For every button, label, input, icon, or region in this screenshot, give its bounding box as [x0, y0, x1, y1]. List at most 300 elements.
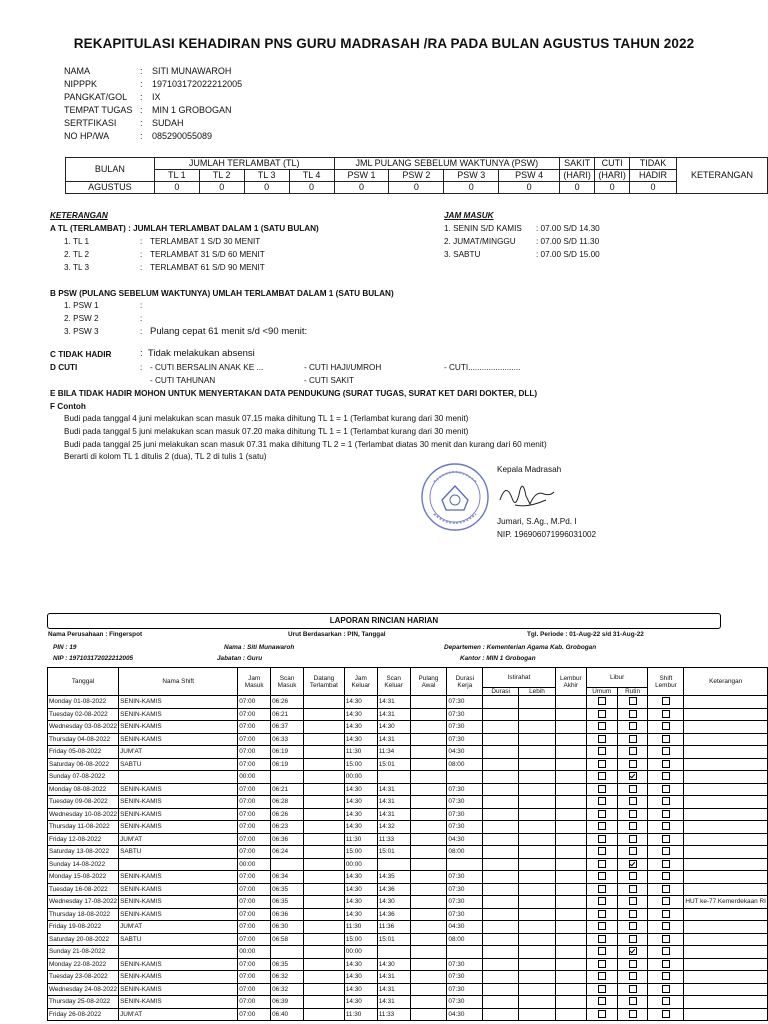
checkbox-shift-lembur[interactable]	[662, 960, 670, 968]
checkbox-shift-lembur[interactable]	[662, 935, 670, 943]
checkbox-shift-lembur[interactable]	[662, 872, 670, 880]
checkbox-shift-lembur[interactable]	[662, 972, 670, 980]
cell-ist-durasi	[483, 808, 519, 821]
cell-jam-masuk: 07:00	[238, 746, 271, 759]
cell-keterangan	[684, 846, 768, 859]
cell-libur-umum	[586, 996, 617, 1009]
table-row	[48, 783, 768, 796]
checkbox-rutin[interactable]	[629, 997, 637, 1005]
checkbox-shift-lembur[interactable]	[662, 1010, 670, 1018]
cell-durasi-kerja: 07:30	[447, 783, 483, 796]
cell-scan-keluar: 11:33	[377, 1008, 410, 1021]
cell-lembur-akhir	[555, 921, 586, 934]
meta-departemen: Departemen : Kementerian Agama Kab. Grobogan	[444, 644, 597, 651]
cell-ist-durasi	[483, 821, 519, 834]
profile-value: 085290055089	[152, 131, 213, 142]
cell-ist-lebih	[519, 971, 556, 984]
cell-jam-masuk: 07:00	[238, 783, 271, 796]
keterangan-heading: KETERANGAN	[50, 211, 108, 220]
cell-keterangan	[684, 721, 768, 734]
table-row	[48, 708, 768, 721]
cell-lembur-akhir	[555, 833, 586, 846]
cell-lembur-akhir	[555, 746, 586, 759]
cell-shift: SENIN-KAMIS	[119, 908, 238, 921]
cell-libur-rutin	[617, 821, 648, 834]
cell-keterangan	[684, 996, 768, 1009]
cell-libur-rutin	[617, 771, 648, 784]
cell-scan-keluar: 14:31	[377, 783, 410, 796]
cell-datang-terlambat	[303, 696, 344, 709]
cell-scan-masuk: 06:24	[271, 846, 304, 859]
jam-key: 1. SENIN S/D KAMIS	[444, 224, 522, 233]
checkbox-shift-lembur[interactable]	[662, 797, 670, 805]
cell-lembur-akhir	[555, 821, 586, 834]
cell-shift	[119, 771, 238, 784]
checkbox-shift-lembur[interactable]	[662, 822, 670, 830]
cell-ist-lebih	[519, 821, 556, 834]
cell-tanggal: Saturday 06-08-2022	[48, 758, 119, 771]
cell-durasi-kerja: 07:30	[447, 983, 483, 996]
cell-scan-masuk: 06:19	[271, 746, 304, 759]
checkbox-umum[interactable]	[598, 997, 606, 1005]
cell-libur-rutin	[617, 933, 648, 946]
cell-datang-terlambat	[303, 908, 344, 921]
cell-ist-lebih	[519, 933, 556, 946]
summary-value: 0	[630, 182, 677, 194]
cell-ist-lebih	[519, 858, 556, 871]
cell-tanggal: Tuesday 09-08-2022	[48, 796, 119, 809]
checkbox-shift-lembur[interactable]	[662, 997, 670, 1005]
cell-scan-masuk: 06:23	[271, 821, 304, 834]
cell-jam-masuk: 00:00	[238, 946, 271, 959]
summary-value: 0	[499, 182, 560, 194]
checkbox-rutin[interactable]	[629, 835, 637, 843]
checkbox-rutin[interactable]	[629, 872, 637, 880]
cell-scan-keluar: 14:31	[377, 796, 410, 809]
summary-value: 0	[244, 182, 289, 194]
cell-ist-durasi	[483, 883, 519, 896]
checkbox-umum[interactable]	[598, 960, 606, 968]
cell-jam-keluar: 00:00	[344, 858, 377, 871]
cell-durasi-kerja	[447, 771, 483, 784]
table-row	[48, 846, 768, 859]
jam-masuk-heading: JAM MASUK	[444, 211, 494, 220]
cell-libur-rutin	[617, 958, 648, 971]
cell-libur-umum	[586, 871, 617, 884]
summary-value: 0	[199, 182, 244, 194]
cell-tanggal: Saturday 20-08-2022	[48, 933, 119, 946]
cell-libur-umum	[586, 983, 617, 996]
cell-scan-keluar: 15:01	[377, 933, 410, 946]
checkbox-rutin[interactable]	[629, 822, 637, 830]
checkbox-shift-lembur[interactable]	[662, 860, 670, 868]
checkbox-umum[interactable]	[598, 697, 606, 705]
cell-shift-lembur	[648, 833, 684, 846]
cell-libur-umum	[586, 783, 617, 796]
profile-colon: :	[140, 92, 143, 103]
checkbox-rutin[interactable]	[629, 797, 637, 805]
checkbox-shift-lembur[interactable]	[662, 760, 670, 768]
signer-nip: NIP. 196906071996031002	[497, 530, 597, 539]
cell-scan-keluar: 14:31	[377, 808, 410, 821]
checkbox-shift-lembur[interactable]	[662, 747, 670, 755]
cell-libur-umum	[586, 771, 617, 784]
cell-jam-masuk: 07:00	[238, 996, 271, 1009]
checkbox-umum[interactable]	[598, 860, 606, 868]
checkbox-rutin[interactable]	[629, 922, 637, 930]
checkbox-umum[interactable]	[598, 872, 606, 880]
checkbox-umum[interactable]	[598, 810, 606, 818]
cell-keterangan	[684, 821, 768, 834]
cell-durasi-kerja: 07:30	[447, 871, 483, 884]
cell-durasi-kerja: 07:30	[447, 733, 483, 746]
profile-colon: :	[140, 79, 143, 90]
checkbox-shift-lembur[interactable]	[662, 835, 670, 843]
checkbox-rutin[interactable]	[629, 897, 637, 905]
checkbox-rutin[interactable]	[629, 972, 637, 980]
cell-durasi-kerja: 07:30	[447, 708, 483, 721]
hdr-tanggal: Tanggal	[48, 668, 119, 696]
cell-datang-terlambat	[303, 821, 344, 834]
cell-ist-lebih	[519, 1008, 556, 1021]
cell-pulang-awal	[410, 733, 447, 746]
table-row	[48, 758, 768, 771]
cell-ist-durasi	[483, 733, 519, 746]
cell-scan-masuk: 06:32	[271, 983, 304, 996]
checkbox-rutin[interactable]	[629, 735, 637, 743]
cell-lembur-akhir	[555, 758, 586, 771]
cell-tanggal: Wednesday 10-08-2022	[48, 808, 119, 821]
col-tidak-hadir: TIDAK	[630, 158, 677, 170]
cell-durasi-kerja: 07:30	[447, 883, 483, 896]
cell-keterangan	[684, 958, 768, 971]
cell-scan-keluar: 14:31	[377, 996, 410, 1009]
cell-jam-masuk: 07:00	[238, 933, 271, 946]
cell-scan-keluar	[377, 771, 410, 784]
checkbox-umum[interactable]	[598, 710, 606, 718]
cell-pulang-awal	[410, 858, 447, 871]
cell-shift-lembur	[648, 883, 684, 896]
cell-scan-masuk: 06:30	[271, 921, 304, 934]
cell-datang-terlambat	[303, 708, 344, 721]
table-row	[48, 883, 768, 896]
document-title: REKAPITULASI KEHADIRAN PNS GURU MADRASAH /RA PADA BULAN AGUSTUS TAHUN 2022	[73, 36, 695, 51]
cell-durasi-kerja: 08:00	[447, 846, 483, 859]
cell-datang-terlambat	[303, 808, 344, 821]
hdr-ist-lebih: Lebih	[519, 688, 556, 696]
cell-jam-masuk: 07:00	[238, 733, 271, 746]
meta-jabatan: Jabatan : Guru	[217, 655, 263, 662]
table-row	[48, 721, 768, 734]
checkbox-umum[interactable]	[598, 735, 606, 743]
cell-libur-umum	[586, 846, 617, 859]
cell-shift: SABTU	[119, 758, 238, 771]
checkbox-rutin[interactable]	[629, 772, 637, 780]
cell-shift: JUM'AT	[119, 746, 238, 759]
cell-scan-masuk: 06:35	[271, 883, 304, 896]
cell-shift-lembur	[648, 1008, 684, 1021]
summary-value: 0	[444, 182, 499, 194]
cell-ist-durasi	[483, 996, 519, 1009]
cuti-lain: - CUTI.......................	[444, 363, 521, 372]
table-row	[48, 733, 768, 746]
cell-jam-masuk: 07:00	[238, 708, 271, 721]
cell-durasi-kerja: 07:30	[447, 958, 483, 971]
cell-ist-lebih	[519, 721, 556, 734]
checkbox-umum[interactable]	[598, 785, 606, 793]
cell-ist-lebih	[519, 746, 556, 759]
cell-tanggal: Friday 05-08-2022	[48, 746, 119, 759]
cell-ist-durasi	[483, 783, 519, 796]
checkbox-rutin[interactable]	[629, 747, 637, 755]
cell-scan-keluar: 14:31	[377, 983, 410, 996]
cell-jam-keluar: 14:30	[344, 808, 377, 821]
checkbox-umum[interactable]	[598, 1010, 606, 1018]
hdr-istirahat: Istirahat	[483, 668, 556, 688]
cell-libur-rutin	[617, 908, 648, 921]
tl-value: TERLAMBAT 1 S/D 30 MENIT	[150, 237, 261, 246]
checkbox-umum[interactable]	[598, 822, 606, 830]
cell-shift: SENIN-KAMIS	[119, 783, 238, 796]
checkbox-umum[interactable]	[598, 760, 606, 768]
cell-libur-umum	[586, 746, 617, 759]
cell-tanggal: Friday 26-08-2022	[48, 1008, 119, 1021]
cell-ist-durasi	[483, 796, 519, 809]
cell-datang-terlambat	[303, 946, 344, 959]
section-c-label: C TIDAK HADIR	[50, 350, 112, 359]
checkbox-shift-lembur[interactable]	[662, 710, 670, 718]
cell-pulang-awal	[410, 696, 447, 709]
cell-datang-terlambat	[303, 958, 344, 971]
checkbox-rutin[interactable]	[629, 910, 637, 918]
cell-tanggal: Wednesday 03-08-2022	[48, 721, 119, 734]
cell-jam-masuk: 07:00	[238, 983, 271, 996]
psw-value: Pulang cepat 61 menit s/d <90 menit:	[150, 325, 308, 337]
cell-shift-lembur	[648, 733, 684, 746]
cell-ist-durasi	[483, 983, 519, 996]
hdr-nama-shift: Nama Shift	[119, 668, 238, 696]
cell-libur-umum	[586, 808, 617, 821]
cell-jam-keluar: 00:00	[344, 946, 377, 959]
cell-scan-keluar: 11:36	[377, 921, 410, 934]
col-bulan: BULAN	[66, 158, 155, 182]
cell-scan-masuk: 06:32	[271, 971, 304, 984]
profile-label: NIPPPK	[64, 79, 98, 90]
cell-scan-keluar: 14:36	[377, 908, 410, 921]
checkbox-umum[interactable]	[598, 897, 606, 905]
psw-item	[64, 326, 307, 339]
cell-keterangan	[684, 746, 768, 759]
checkbox-umum[interactable]	[598, 922, 606, 930]
cell-libur-umum	[586, 758, 617, 771]
cell-keterangan	[684, 796, 768, 809]
checkbox-rutin[interactable]	[629, 760, 637, 768]
cell-libur-umum	[586, 921, 617, 934]
cell-shift-lembur	[648, 858, 684, 871]
checkbox-shift-lembur[interactable]	[662, 735, 670, 743]
cell-ist-durasi	[483, 896, 519, 909]
cell-libur-rutin	[617, 996, 648, 1009]
cell-ist-durasi	[483, 971, 519, 984]
cell-libur-rutin	[617, 696, 648, 709]
jam-value: : 07.00 S/D 15.00	[536, 249, 600, 259]
cell-shift: SENIN-KAMIS	[119, 733, 238, 746]
cell-jam-masuk: 07:00	[238, 821, 271, 834]
cell-keterangan: HUT ke-77 Kemerdekaan RI	[684, 896, 768, 909]
cell-scan-masuk: 06:35	[271, 958, 304, 971]
cell-keterangan	[684, 708, 768, 721]
checkbox-rutin[interactable]	[629, 697, 637, 705]
checkbox-rutin[interactable]	[629, 847, 637, 855]
cell-tanggal: Monday 22-08-2022	[48, 958, 119, 971]
cell-durasi-kerja	[447, 858, 483, 871]
col-tl3: TL 3	[244, 170, 289, 182]
cell-scan-masuk: 06:39	[271, 996, 304, 1009]
checkbox-rutin[interactable]	[629, 947, 637, 955]
cell-shift-lembur	[648, 771, 684, 784]
summary-table	[65, 157, 768, 194]
cell-libur-umum	[586, 858, 617, 871]
checkbox-rutin[interactable]	[629, 860, 637, 868]
section-f: F Contoh	[50, 402, 86, 411]
psw-key: 1. PSW 1	[64, 301, 99, 310]
cell-scan-masuk	[271, 946, 304, 959]
checkbox-rutin[interactable]	[629, 810, 637, 818]
profile-value: SITI MUNAWAROH	[152, 66, 232, 76]
profile-colon: :	[140, 66, 143, 76]
table-row	[48, 946, 768, 959]
checkbox-shift-lembur[interactable]	[662, 885, 670, 893]
checkbox-rutin[interactable]	[629, 935, 637, 943]
cell-libur-rutin	[617, 808, 648, 821]
cell-ist-durasi	[483, 921, 519, 934]
cell-keterangan	[684, 933, 768, 946]
cell-jam-keluar: 11:30	[344, 921, 377, 934]
checkbox-rutin[interactable]	[629, 722, 637, 730]
checkbox-shift-lembur[interactable]	[662, 922, 670, 930]
cell-scan-keluar: 14:30	[377, 721, 410, 734]
hdr-lembur-akhir: Lembur Akhir	[555, 668, 586, 696]
cell-jam-keluar: 14:30	[344, 996, 377, 1009]
cell-ist-lebih	[519, 996, 556, 1009]
checkbox-shift-lembur[interactable]	[662, 985, 670, 993]
table-row	[48, 983, 768, 996]
checkbox-rutin[interactable]	[629, 960, 637, 968]
cell-tanggal: Friday 19-08-2022	[48, 921, 119, 934]
cell-pulang-awal	[410, 971, 447, 984]
table-row	[48, 746, 768, 759]
cell-jam-keluar: 11:30	[344, 833, 377, 846]
table-row	[48, 896, 768, 909]
checkbox-umum[interactable]	[598, 885, 606, 893]
cell-durasi-kerja: 04:30	[447, 921, 483, 934]
jam-item	[444, 223, 600, 236]
profile-row	[64, 65, 242, 78]
checkbox-umum[interactable]	[598, 722, 606, 730]
cell-shift-lembur	[648, 896, 684, 909]
cell-durasi-kerja: 07:30	[447, 721, 483, 734]
cell-ist-durasi	[483, 771, 519, 784]
checkbox-rutin[interactable]	[629, 985, 637, 993]
cell-datang-terlambat	[303, 983, 344, 996]
cell-jam-masuk: 07:00	[238, 908, 271, 921]
tl-key: 2. TL 2	[64, 249, 90, 259]
checkbox-umum[interactable]	[598, 935, 606, 943]
cell-shift-lembur	[648, 746, 684, 759]
checkbox-shift-lembur[interactable]	[662, 810, 670, 818]
checkbox-rutin[interactable]	[629, 785, 637, 793]
tl-colon: :	[140, 262, 143, 272]
cell-lembur-akhir	[555, 933, 586, 946]
checkbox-umum[interactable]	[598, 835, 606, 843]
checkbox-umum[interactable]	[598, 847, 606, 855]
checkbox-rutin[interactable]	[629, 710, 637, 718]
tl-value: TERLAMBAT 61 S/D 90 MENIT	[150, 262, 265, 272]
cell-shift-lembur	[648, 983, 684, 996]
checkbox-umum[interactable]	[598, 772, 606, 780]
checkbox-shift-lembur[interactable]	[662, 947, 670, 955]
cell-durasi-kerja: 07:30	[447, 996, 483, 1009]
checkbox-umum[interactable]	[598, 947, 606, 955]
cell-shift-lembur	[648, 946, 684, 959]
checkbox-umum[interactable]	[598, 985, 606, 993]
cell-shift-lembur	[648, 696, 684, 709]
checkbox-shift-lembur[interactable]	[662, 772, 670, 780]
cell-lembur-akhir	[555, 983, 586, 996]
checkbox-shift-lembur[interactable]	[662, 910, 670, 918]
cell-ist-lebih	[519, 921, 556, 934]
checkbox-umum[interactable]	[598, 747, 606, 755]
checkbox-shift-lembur[interactable]	[662, 722, 670, 730]
checkbox-umum[interactable]	[598, 972, 606, 980]
cell-scan-keluar: 14:30	[377, 958, 410, 971]
cell-scan-masuk: 06:28	[271, 796, 304, 809]
cell-shift-lembur	[648, 908, 684, 921]
checkbox-shift-lembur[interactable]	[662, 847, 670, 855]
table-row	[48, 833, 768, 846]
cell-scan-masuk	[271, 858, 304, 871]
cell-ist-durasi	[483, 846, 519, 859]
cell-tanggal: Saturday 13-08-2022	[48, 846, 119, 859]
cell-keterangan	[684, 783, 768, 796]
checkbox-rutin[interactable]	[629, 885, 637, 893]
tl-key: 1. TL 1	[64, 237, 90, 246]
checkbox-shift-lembur[interactable]	[662, 897, 670, 905]
checkbox-umum[interactable]	[598, 910, 606, 918]
jam-item	[444, 249, 600, 262]
meta-pin: PIN : 19	[53, 644, 77, 651]
psw-colon: :	[140, 326, 143, 336]
checkbox-shift-lembur[interactable]	[662, 697, 670, 705]
daily-report-table	[47, 667, 768, 1021]
checkbox-umum[interactable]	[598, 797, 606, 805]
checkbox-rutin[interactable]	[629, 1010, 637, 1018]
col-tl1: TL 1	[154, 170, 199, 182]
hdr-jam-masuk: Jam Masuk	[238, 668, 271, 696]
table-row	[48, 858, 768, 871]
hdr-ist-durasi: Durasi	[483, 688, 519, 696]
cell-jam-masuk: 07:00	[238, 758, 271, 771]
cell-ist-lebih	[519, 733, 556, 746]
cell-datang-terlambat	[303, 933, 344, 946]
cell-shift: SABTU	[119, 933, 238, 946]
cell-keterangan	[684, 946, 768, 959]
cell-lembur-akhir	[555, 908, 586, 921]
cell-ist-lebih	[519, 771, 556, 784]
cell-lembur-akhir	[555, 846, 586, 859]
cell-lembur-akhir	[555, 896, 586, 909]
checkbox-shift-lembur[interactable]	[662, 785, 670, 793]
